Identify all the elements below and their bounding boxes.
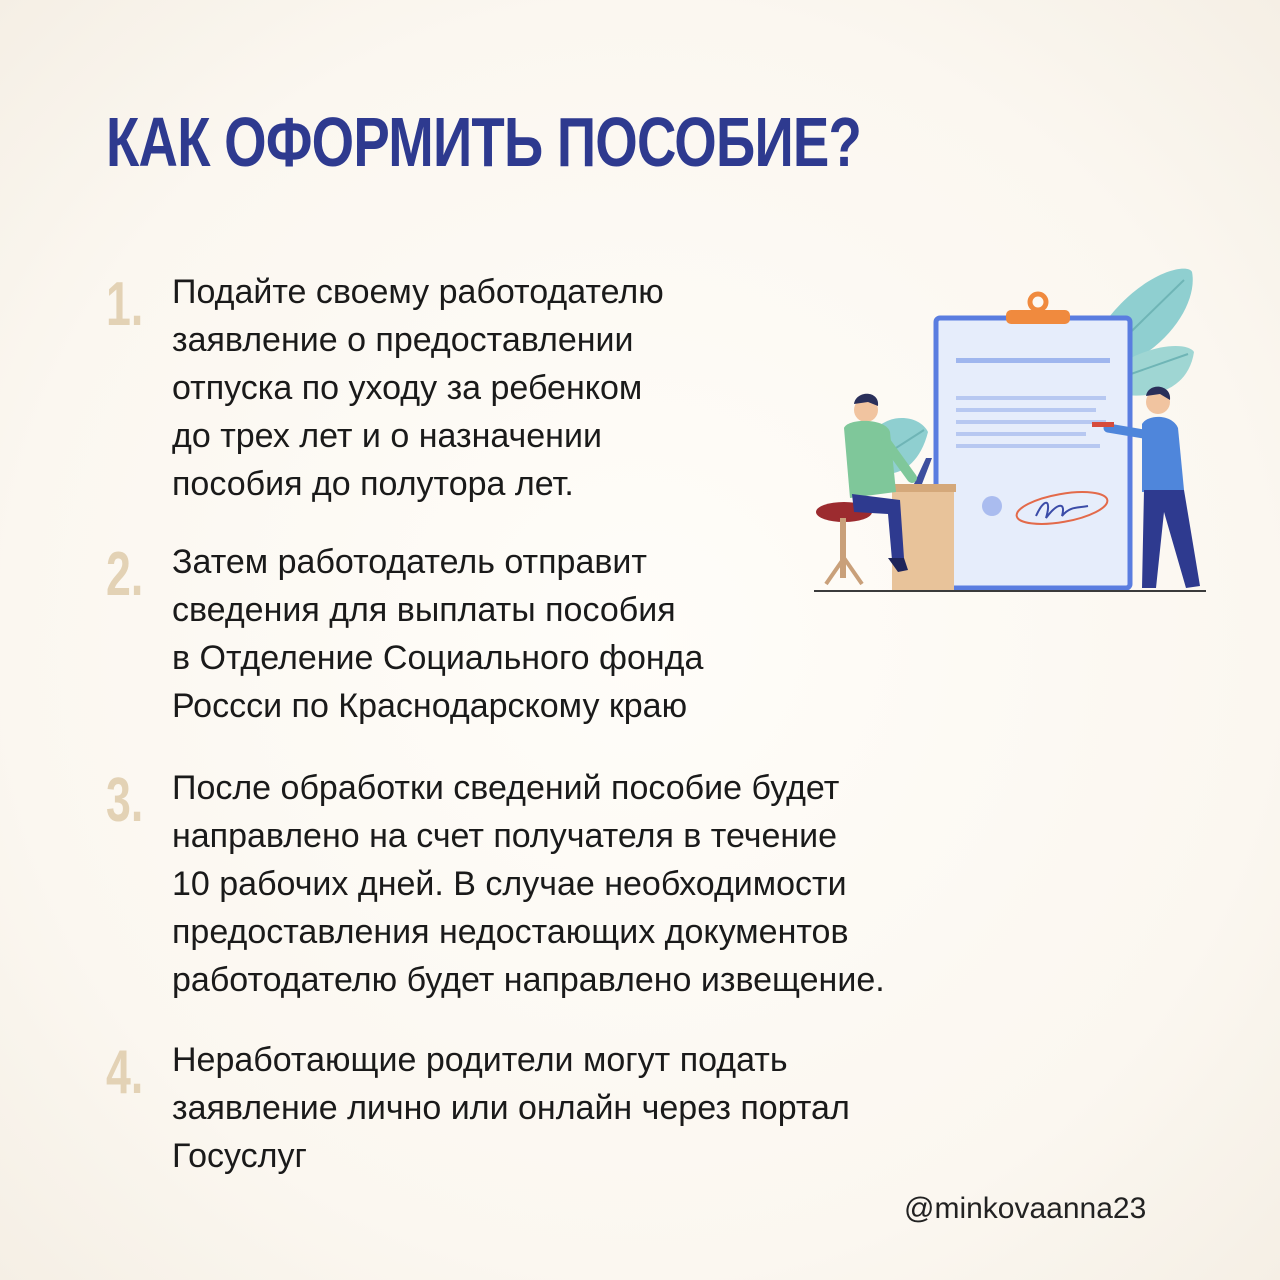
step-line: сведения для выплаты пособия [172, 591, 676, 629]
step-line: Затем работодатель отправит [172, 543, 647, 581]
step-number: 3. [106, 766, 144, 835]
author-handle: @minkovaanna23 [904, 1192, 1147, 1225]
stool [816, 502, 872, 584]
step-text [172, 1036, 850, 1180]
step-number: 4. [106, 1038, 144, 1107]
step-text [172, 764, 885, 1004]
step-text [172, 268, 664, 508]
step-line: Неработающие родители могут подать [172, 1041, 788, 1079]
step-line: Госуслуг [172, 1137, 307, 1175]
step-line: заявление лично или онлайн через портал [172, 1089, 850, 1127]
step-number: 1. [106, 270, 144, 339]
step-line: пособия до полутора лет. [172, 465, 574, 503]
step-line: 10 рабочих дней. В случае необходимости [172, 865, 847, 903]
step-line: После обработки сведений пособие будет [172, 769, 840, 807]
step-line: Россси по Краснодарскому краю [172, 687, 688, 725]
step-line: отпуска по уходу за ребенком [172, 369, 643, 407]
step-number: 2. [106, 540, 144, 609]
clipboard-document-signing-illustration [808, 262, 1212, 602]
stamp-icon [982, 496, 1002, 516]
step-line: предоставления недостающих документов [172, 913, 849, 951]
page-title: КАК ОФОРМИТЬ ПОСОБИЕ? [106, 103, 862, 181]
step-line: до трех лет и о назначении [172, 417, 602, 455]
step-line: направлено на счет получателя в течение [172, 817, 838, 855]
step-line: работодателю будет направлено извещение. [172, 961, 885, 999]
step-line: в Отделение Социального фонда [172, 639, 704, 677]
step-text [172, 538, 703, 730]
step-line: заявление о предоставлении [172, 321, 634, 359]
step-line: Подайте своему работодателю [172, 273, 664, 311]
